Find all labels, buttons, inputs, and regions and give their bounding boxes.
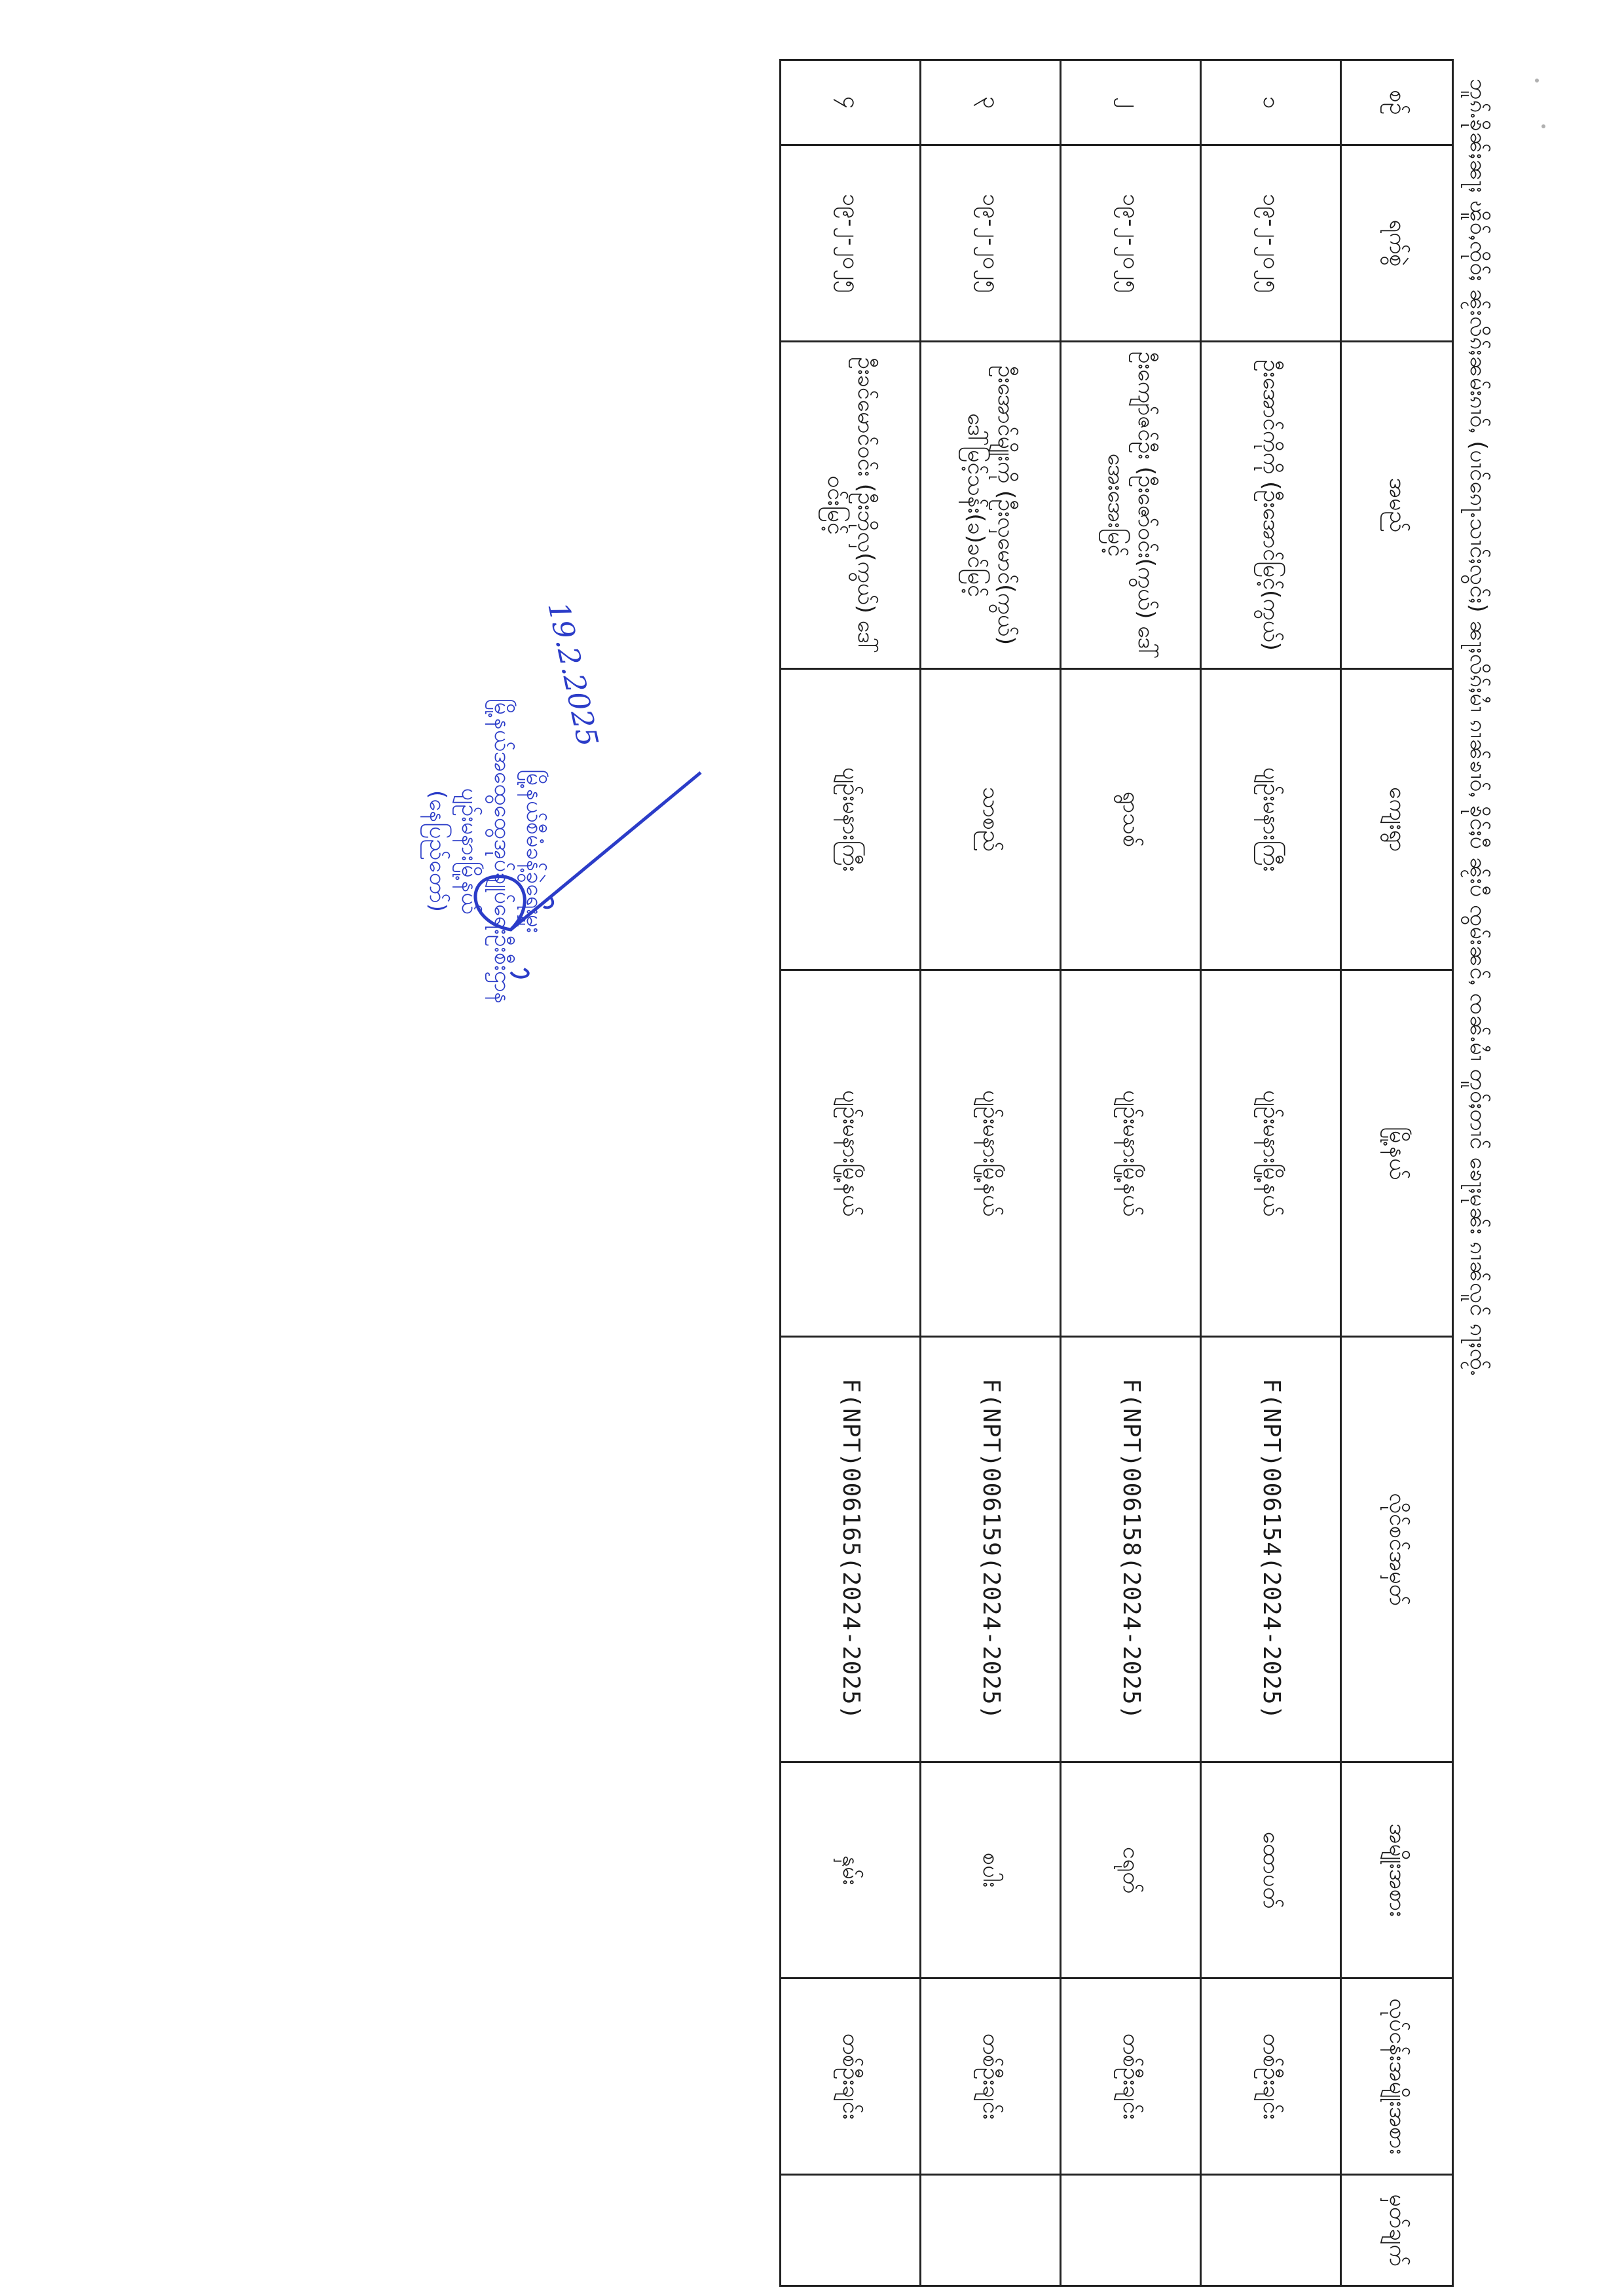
cell-license: F(NPT)006154(2024-2025) <box>1200 1337 1340 1762</box>
header-name: အမည် <box>1340 342 1452 669</box>
registration-table <box>779 59 1454 2287</box>
cell-date: ၁၉-၂-၂၀၂၅ <box>781 145 921 342</box>
cell-village: ပျဉ်းမနားကြီး <box>781 669 921 970</box>
cell-no: ၂ <box>1060 60 1200 145</box>
cell-category: တစ်ဦးချင်း <box>1060 1978 1200 2175</box>
header-license: လိုင်စင်အမှတ် <box>1340 1337 1452 1762</box>
official-stamp <box>421 655 550 1048</box>
cell-license: F(NPT)006165(2024-2025) <box>781 1337 921 1762</box>
stamp-line: မြို့နယ်အထွေထွေအုပ်ချုပ်ရေးဦးစီးဌာန <box>489 698 515 1004</box>
cell-name: ဦးခင်မောင်ဝင်း (ဦးဘိုလှ(ကွယ်) ဒေါ်ဝင်းမြင့် <box>781 342 921 669</box>
cell-township: ပျဉ်းမနားမြို့နယ် <box>1200 970 1340 1337</box>
cell-remark <box>1200 2175 1340 2286</box>
cell-category: တစ်ဦးချင်း <box>781 1978 921 2175</box>
cell-no: ၃ <box>920 60 1060 145</box>
cell-date: ၁၉-၂-၂၀၂၅ <box>1200 145 1340 342</box>
cell-name: ဦးအောင်ကိုကို (ဦးအောင်မြင့်(ကွယ်) <box>1200 342 1340 669</box>
cell-township: ပျဉ်းမနားမြို့နယ် <box>1060 970 1200 1337</box>
signature-date: 19.2.2025 <box>541 599 604 750</box>
table-row <box>781 60 921 2286</box>
cell-name: ဦးအောင်မျိုးကို (ဦးလှမောင်(ကွယ်) ဒေါ်မြင့်သန်း(ခ)ခင်မြင့် <box>920 342 1060 669</box>
header-no: စဥ် <box>1340 60 1452 145</box>
cell-type: နှမ်း <box>781 1762 921 1978</box>
cell-no: ၄ <box>781 60 921 145</box>
scan-speck <box>1535 79 1539 82</box>
cell-remark <box>1060 2175 1200 2286</box>
cell-township: ပျဉ်းမနားမြို့နယ် <box>781 970 921 1337</box>
table-row <box>1060 60 1200 2286</box>
document-heading: ဘူၵ်ႉၶိုၼ်ႈၼႃႈ ၽိူဝ်ႇၸိုဝ်ႈ ၼႂ်းလိၵ်ႈၼမ်းၵၢဝ်ႇ (ပၢင်ၵေႃႉသၢင်ႈလွင်ႈ) ၼႃႈလိၵ်ႈမၢႆ ၵၢၼ်ၶၢဝ်ႇ ၶိုင်ႈပီ ၼႂ်းပီ ၸွမ်းၼင်ႇ ၸၼ်ႉမၢႆ တူဝ်ႈတၢင် ၶေႃႈမုၼ်း ၵၢၼ်လူင် ၵႃႈၸႂ်ႉ <box>1465 79 1491 1376</box>
stamp-line: မြို့နယ်စီမံခန့်ခွဲရေးမှူး <box>521 769 547 934</box>
cell-category: တစ်ဦးချင်း <box>1200 1978 1340 2175</box>
cell-township: ပျဉ်းမနားမြို့နယ် <box>920 970 1060 1337</box>
cell-name: ဦးကျော်ဇင်ဦး (ဦးဇော်ဝင်း(ကွယ်) ဒေါ်အေးအေးမြင့် <box>1060 342 1200 669</box>
stamp-line: (နေပြည်တော်) <box>424 790 451 913</box>
header-category: လုပ်ငန်းအမျိုးအစား <box>1340 1978 1452 2175</box>
cell-type: စပါး <box>920 1762 1060 1978</box>
header-remark: မှတ်ချက် <box>1340 2175 1452 2286</box>
cell-date: ၁၉-၂-၂၀၂၅ <box>1060 145 1200 342</box>
cell-date: ၁၉-၂-၂၀၂၅ <box>920 145 1060 342</box>
cell-village: သာစည် <box>920 669 1060 970</box>
cell-village: ပျဉ်းမနားကြီး <box>1200 669 1340 970</box>
table-row <box>1200 60 1340 2286</box>
cell-type: ထောပတ် <box>1200 1762 1340 1978</box>
cell-license: F(NPT)006159(2024-2025) <box>920 1337 1060 1762</box>
scan-speck <box>1541 124 1545 128</box>
table-header-row <box>1340 60 1452 2286</box>
header-date: ရက်စွဲ <box>1340 145 1452 342</box>
header-type: အမျိုးအစား <box>1340 1762 1452 1978</box>
header-village: ကျေးရွာ <box>1340 669 1452 970</box>
cell-remark <box>781 2175 921 2286</box>
cell-village: ရွာသစ် <box>1060 669 1200 970</box>
header-township: မြို့နယ် <box>1340 970 1452 1337</box>
cell-category: တစ်ဦးချင်း <box>920 1978 1060 2175</box>
cell-remark <box>920 2175 1060 2286</box>
cell-type: ငရုတ် <box>1060 1762 1200 1978</box>
cell-license: F(NPT)006158(2024-2025) <box>1060 1337 1200 1762</box>
cell-no: ၁ <box>1200 60 1340 145</box>
stamp-line: ပျဉ်းမနားမြို့နယ် <box>456 788 483 915</box>
table-row <box>920 60 1060 2286</box>
